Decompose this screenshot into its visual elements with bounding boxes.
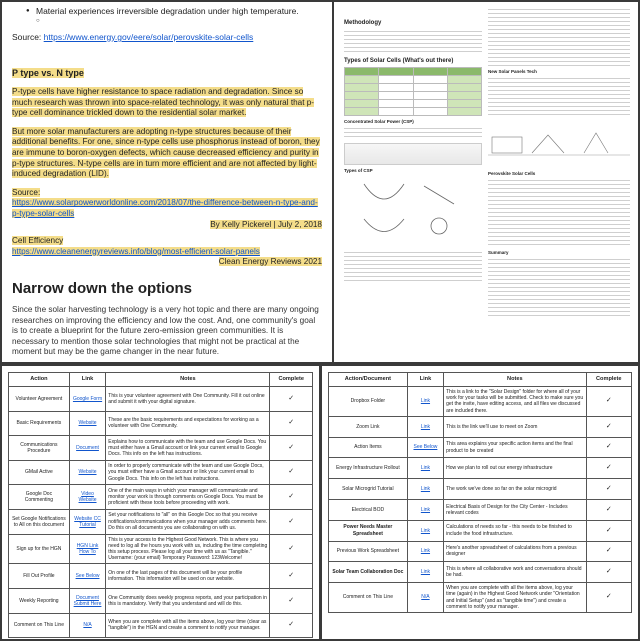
cell-action: Solar Team Collaboration Doc bbox=[329, 562, 408, 583]
table-header-row bbox=[329, 373, 632, 387]
complete-checkmark: ✓ bbox=[270, 534, 313, 564]
cell-link bbox=[407, 562, 443, 583]
complete-checkmark: ✓ bbox=[270, 436, 313, 461]
cell-action: Weekly Reporting bbox=[9, 588, 70, 613]
table-row bbox=[9, 613, 313, 638]
cell-link bbox=[407, 479, 443, 500]
cell-action: Sign up for the HGN bbox=[9, 534, 70, 564]
cell-link bbox=[69, 613, 105, 638]
row-link[interactable]: Google Form bbox=[72, 395, 103, 402]
csp-subheading: Concentrated Solar Power (CSP) bbox=[344, 119, 414, 124]
research-page-panel bbox=[2, 2, 332, 362]
complete-checkmark: ✓ bbox=[586, 500, 631, 521]
table-row bbox=[9, 387, 313, 412]
row-link[interactable]: HGN Link How To bbox=[76, 542, 99, 555]
complete-checkmark: ✓ bbox=[586, 479, 631, 500]
heading-p-type-n-type: P type vs. N type bbox=[12, 68, 84, 78]
row-link[interactable]: Video Website bbox=[78, 490, 97, 504]
cell-notes: This is your volunteer agreement with One Community. Fill it out online and submit it with your digital signature. bbox=[106, 387, 270, 412]
col-header-action: Action bbox=[9, 373, 70, 387]
cell-action: Comment on This Line bbox=[329, 583, 408, 613]
col-header-link: Link bbox=[407, 373, 443, 387]
source-link-energy-gov[interactable]: https://www.energy.gov/eere/solar/perovskite-solar-cells bbox=[43, 32, 254, 42]
cell-notes: When you are complete with all the items above, log your time (clear as "tangible") in the HGN and create a comment to notify your manager. bbox=[106, 613, 270, 638]
types-of-csp-heading: Types of CSP bbox=[344, 168, 373, 173]
cell-link bbox=[69, 411, 105, 436]
table-row bbox=[329, 387, 632, 417]
cell-action: Previous Work Spreadsheet bbox=[329, 541, 408, 562]
table-row bbox=[9, 460, 313, 485]
cell-action: Dropbox Folder bbox=[329, 387, 408, 417]
methodology-text-block bbox=[344, 28, 482, 54]
cell-link bbox=[69, 509, 105, 534]
right-text-block-4 bbox=[488, 256, 630, 316]
types-heading: Types of Solar Cells (What's out there) bbox=[344, 58, 454, 64]
row-link[interactable]: N/A bbox=[83, 622, 92, 629]
cell-link bbox=[407, 416, 443, 437]
right-text-block-1 bbox=[488, 6, 630, 66]
complete-checkmark: ✓ bbox=[270, 613, 313, 638]
cell-notes: On one of the last pages of this document will be your profile information. This information will be used on our website. bbox=[106, 564, 270, 589]
cell-notes: This is your access to the Highest Good Network. This is where you need to log all the hours you work with us, including the time completing this setup process. Please log all your time with us as "Tangible." Username: (your email) Temporary Password: 123Welcome! bbox=[106, 534, 270, 564]
row-link[interactable]: See Below bbox=[413, 444, 438, 451]
row-link[interactable]: Link bbox=[420, 465, 431, 472]
cell-notes: How we plan to roll out our energy infrastructure bbox=[444, 458, 586, 479]
cell-action: Electrical BOD bbox=[329, 500, 408, 521]
table-row bbox=[329, 479, 632, 500]
row-link[interactable]: Link bbox=[420, 423, 431, 430]
table-row bbox=[9, 485, 313, 510]
table-row bbox=[9, 411, 313, 436]
cell-link bbox=[69, 460, 105, 485]
cell-link bbox=[407, 500, 443, 521]
cell-action: Energy Infrastructure Rollout bbox=[329, 458, 408, 479]
solar-doc-thumbnail bbox=[334, 2, 638, 362]
cell-link bbox=[69, 534, 105, 564]
row-link[interactable]: Website bbox=[78, 420, 97, 427]
complete-checkmark: ✓ bbox=[586, 416, 631, 437]
empty-bullet bbox=[12, 17, 322, 28]
cell-link bbox=[407, 387, 443, 417]
col-header-complete: Complete bbox=[586, 373, 631, 387]
cell-efficiency-link[interactable]: https://www.cleanenergyreviews.info/blog/most-efficient-solar-panels bbox=[12, 246, 260, 256]
cell-notes: One of the main ways in which your manager will communicate and monitor your work is through comments on Google Docs. You must be proficient with these tools before proceeding with work. bbox=[106, 485, 270, 510]
cell-efficiency-source: Clean Energy Reviews 2021 bbox=[218, 257, 322, 267]
cell-notes: The work we've done so far on the solar microgrid bbox=[444, 479, 586, 500]
cell-link bbox=[407, 541, 443, 562]
narrow-down-heading: Narrow down the options bbox=[12, 279, 192, 297]
perovskite-heading: Perovskite Solar Cells bbox=[488, 171, 536, 176]
row-link[interactable]: Link bbox=[420, 548, 431, 555]
col-header-link: Link bbox=[69, 373, 105, 387]
cell-notes: Calculations of needs so far - this needs to be finished to include the food infrastructure. bbox=[444, 520, 586, 541]
cell-link bbox=[69, 485, 105, 510]
cell-notes: Explains how to communicate with the team and use Google Docs. You must either have a Gmail account or link your current email to Google Docs. This info on the left has instructions. bbox=[106, 436, 270, 461]
csp-diagram bbox=[344, 174, 482, 244]
row-link[interactable]: Document bbox=[76, 444, 99, 451]
row-link[interactable]: Link bbox=[420, 506, 431, 513]
row-link[interactable]: Link bbox=[420, 486, 431, 492]
source-2-label: Source: bbox=[12, 187, 41, 197]
source-2-author: By Kelly Pickerel | July 2, 2018 bbox=[210, 219, 322, 229]
cell-action: Fill Out Profile bbox=[9, 564, 70, 589]
cell-notes: Set your notifications to "all" on this Google Doc so that you receive notifications/communications when your manager adds comments here. Do this on all documents you are collaborating on with us. bbox=[106, 509, 270, 534]
table-row bbox=[9, 509, 313, 534]
row-link[interactable]: Link bbox=[420, 527, 431, 534]
cell-notes: This is a link to the "Solar Design" folder for where all of your work for your tasks will be submitted. Check to make sure you get the invite, have editing access, and all files we discussed are included there. bbox=[444, 387, 586, 417]
row-link[interactable]: Link bbox=[420, 398, 431, 405]
col-header-complete: Complete bbox=[270, 373, 313, 387]
complete-checkmark: ✓ bbox=[586, 541, 631, 562]
new-solar-heading: New Solar Panels Tech bbox=[488, 69, 537, 74]
para-n-type: But more solar manufacturers are adopting n-type structures because of their additional benefits. For one, since n-type cells use phosphorus instead of boron, they are immune to boron-oxygen defects, which cause decreased efficiency and purity in p-type structures. N-type cells are in turn more efficient and are not affected by light-induced degradation (LID). bbox=[12, 126, 320, 179]
source-1 bbox=[12, 32, 322, 43]
solar-cell-types-table bbox=[344, 67, 482, 116]
cell-link bbox=[69, 436, 105, 461]
doc-right-column bbox=[488, 6, 630, 316]
source-link-solarpowerworld[interactable]: https://www.solarpowerworldonline.com/2018/07/the-difference-between-n-type-and-p-type-solar-cells bbox=[12, 198, 318, 218]
solar-infra-diagram bbox=[488, 115, 630, 163]
cell-link bbox=[69, 588, 105, 613]
complete-checkmark: ✓ bbox=[586, 583, 631, 613]
solar-resources-table bbox=[328, 372, 632, 613]
cell-link bbox=[69, 387, 105, 412]
cell-action: Basic Requirements bbox=[9, 411, 70, 436]
row-link[interactable]: Website CC Tutorial bbox=[74, 515, 101, 528]
row-link[interactable]: Link bbox=[420, 569, 431, 576]
cell-notes: These are the basic requirements and expectations for working as a volunteer with One Community. bbox=[106, 411, 270, 436]
row-link[interactable]: Document Submit Here bbox=[73, 594, 102, 607]
table-row bbox=[329, 520, 632, 541]
row-link[interactable]: Website bbox=[78, 469, 97, 476]
complete-checkmark: ✓ bbox=[270, 588, 313, 613]
cell-action: Set Google Notifications to All on this document bbox=[9, 509, 70, 534]
cell-link bbox=[407, 520, 443, 541]
table-row bbox=[329, 458, 632, 479]
table-row bbox=[329, 416, 632, 437]
cell-action: Google Doc Commenting bbox=[9, 485, 70, 510]
cell-action: GMail Active bbox=[9, 460, 70, 485]
cell-notes: When you are complete with all the items above, log your time (again) in the Highest Good Network under "Orientation and Initial Setup" (and as "tangible time") and create a comment to notify your manager. bbox=[444, 583, 586, 613]
cell-link bbox=[69, 564, 105, 589]
complete-checkmark: ✓ bbox=[586, 387, 631, 417]
cell-action: Zoom Link bbox=[329, 416, 408, 437]
csp-text bbox=[344, 125, 482, 139]
cell-notes: Here's another spreadsheet of calculations from a previous designer bbox=[444, 541, 586, 562]
cell-notes: In order to properly communicate with the team and use Google Docs, you must either have a Gmail account or link your current email to Google Docs. This info on the left has instructions. bbox=[106, 460, 270, 485]
table-row bbox=[329, 541, 632, 562]
onboarding-table bbox=[8, 372, 313, 638]
cell-link bbox=[407, 458, 443, 479]
table-row bbox=[329, 500, 632, 521]
cell-link bbox=[407, 437, 443, 458]
complete-checkmark: ✓ bbox=[270, 387, 313, 412]
table-row bbox=[9, 436, 313, 461]
right-text-block-2 bbox=[488, 75, 630, 115]
bullet-degradation: ● Material experiences irreversible degradation under high temperature. bbox=[12, 6, 322, 17]
cell-notes: One Community does weekly progress reports, and your participation in this is mandatory. Verify that you understand and will do this. bbox=[106, 588, 270, 613]
complete-checkmark: ✓ bbox=[270, 485, 313, 510]
cell-notes: This area explains your specific action items and the final product to be created bbox=[444, 437, 586, 458]
source-label: Source: bbox=[12, 32, 42, 42]
solar-resources-table-panel bbox=[322, 366, 638, 639]
col-header-notes: Notes bbox=[106, 373, 270, 387]
complete-checkmark: ✓ bbox=[270, 509, 313, 534]
table-row bbox=[9, 564, 313, 589]
cell-notes: This is where all collaborative work and conversations should be had. bbox=[444, 562, 586, 583]
onboarding-table-panel bbox=[2, 366, 319, 639]
cell-action: Communications Procedure bbox=[9, 436, 70, 461]
csp-diagram-image bbox=[344, 143, 482, 165]
table-row bbox=[9, 534, 313, 564]
cell-notes: Electrical Basis of Design for the City Center - Includes relevant codes bbox=[444, 500, 586, 521]
table-row bbox=[9, 588, 313, 613]
col-header-notes: Notes bbox=[444, 373, 586, 387]
complete-checkmark: ✓ bbox=[586, 562, 631, 583]
table-header-row bbox=[9, 373, 313, 387]
cell-link bbox=[407, 583, 443, 613]
complete-checkmark: ✓ bbox=[586, 458, 631, 479]
summary-heading: Summary bbox=[488, 250, 509, 255]
narrow-paragraph-1: Since the solar harvesting technology is a very hot topic and there are many ongoing researches on improving the efficiency and low the cost. And, one community's goal is to create a blueprint for the future zero-emission green communities. It is necessary to mention those solar technologies that might not be practical at the moment but may be the game changer in the near future. bbox=[12, 304, 319, 357]
cell-action: Action Items bbox=[329, 437, 408, 458]
complete-checkmark: ✓ bbox=[270, 411, 313, 436]
complete-checkmark: ✓ bbox=[586, 437, 631, 458]
table-row bbox=[329, 562, 632, 583]
table-row bbox=[329, 583, 632, 613]
row-link[interactable]: N/A bbox=[421, 594, 430, 601]
right-text-block-3 bbox=[488, 177, 630, 247]
doc-left-column bbox=[344, 16, 482, 283]
complete-checkmark: ✓ bbox=[586, 520, 631, 541]
cell-notes: This is the link we'll use to meet on Zoom bbox=[444, 416, 586, 437]
cell-action: Comment on This Line bbox=[9, 613, 70, 638]
cell-action: Solar Microgrid Tutorial bbox=[329, 479, 408, 500]
para-p-type: P-type cells have higher resistance to space radiation and degradation. Since so much research was thrown into space-related technology, it was only natural that p-type cell dominance trickled down to the residential solar market. bbox=[12, 87, 315, 118]
col-header-action-document: Action/Document bbox=[329, 373, 408, 387]
row-link[interactable]: See Below bbox=[75, 573, 100, 580]
table-row bbox=[329, 437, 632, 458]
cell-action: Power Needs Master Spreadsheet bbox=[329, 520, 408, 541]
methodology-heading: Methodology bbox=[344, 20, 382, 26]
complete-checkmark: ✓ bbox=[270, 564, 313, 589]
complete-checkmark: ✓ bbox=[270, 460, 313, 485]
cell-efficiency-label: Cell Efficiency bbox=[12, 236, 64, 246]
cell-action: Volunteer Agreement bbox=[9, 387, 70, 412]
csp-notes bbox=[344, 249, 482, 283]
p-vs-n-section bbox=[12, 67, 322, 268]
